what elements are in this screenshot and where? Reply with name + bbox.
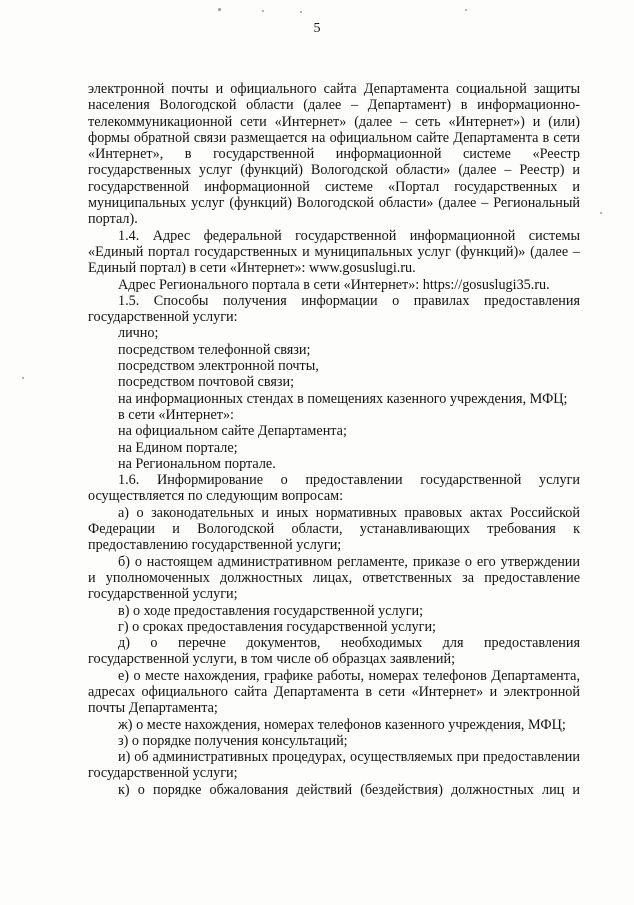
list-item: на официальном сайте Департамента;: [118, 423, 347, 440]
scan-speck: [465, 9, 467, 11]
list-item: в) о ходе предоставления государственной услуги;: [118, 602, 424, 619]
list-item: в сети «Интернет»:: [118, 406, 235, 423]
paragraph: и) об административных процедурах, осуществляемых при предоставлении государственной услуги;: [88, 749, 580, 782]
list-item: на информационных стендах в помещениях казенного учреждения, МФЦ;: [118, 390, 568, 407]
scan-speck: [600, 212, 602, 214]
list-item: на Едином портале;: [118, 439, 238, 456]
list-item: Адрес Регионального портала в сети «Интернет»: https://gosuslugi35.ru.: [118, 276, 550, 293]
document-body: [88, 81, 580, 798]
paragraph: 1.5. Способы получения информации о правилах предоставления государственной услуги:: [88, 292, 580, 326]
scan-speck: [262, 10, 264, 12]
scan-speck: [300, 11, 302, 13]
paragraph: д) о перечне документов, необходимых для предоставления государственной услуги, в том числе об образцах заявлений;: [88, 635, 580, 668]
list-item: ж) о месте нахождения, номерах телефонов казенного учреждения, МФЦ;: [118, 716, 566, 733]
scan-speck: [218, 8, 221, 11]
list-item: лично;: [118, 325, 159, 342]
paragraph: электронной почты и официального сайта Департамента социальной защиты населения Вологодской области (далее – Департамент) в информационно-телекоммуникационной сети «Интернет» (далее – сеть «Интернет») и (или) формы обратной связи размещается на официальном сайте Департамента в сети «Интернет», в государственной информационной системе «Реестр государственных услуг (функций) Вологодской области» (далее – Реестр) и государственной информационной системе «Портал государственных и муниципальных услуг (функций) Вологодской области» (далее – Региональный портал).: [88, 81, 580, 228]
list-item: посредством электронной почты,: [118, 358, 319, 375]
paragraph: 1.4. Адрес федеральной государственной информационной системы «Единый портал государственных и муниципальных услуг (функций)» (далее – Единый портал) в сети «Интернет»: www.gosuslugi.ru.: [88, 227, 580, 277]
list-item: з) о порядке получения консультаций;: [118, 732, 348, 749]
list-item: г) о сроках предоставления государственной услуги;: [118, 618, 436, 635]
paragraph: а) о законодательных и иных нормативных правовых актах Российской Федерации и Вологодской области, устанавливающих требования к предоставлению государственной услуги;: [88, 504, 580, 554]
paragraph: к) о порядке обжалования действий (бездействия) должностных лиц и: [118, 781, 580, 798]
paragraph: 1.6. Информирование о предоставлении государственной услуги осуществляется по следующим вопросам:: [88, 472, 580, 505]
paragraph: е) о месте нахождения, графике работы, номерах телефонов Департамента, адресах официального сайта Департамента в сети «Интернет» и электронной почты Департамента;: [88, 667, 580, 717]
scan-speck: [22, 377, 24, 379]
paragraph: б) о настоящем административном регламенте, приказе о его утверждении и уполномоченных должностных лицах, ответственных за предоставление государственной услуги;: [88, 553, 580, 603]
list-item: на Региональном портале.: [118, 455, 276, 472]
list-item: посредством почтовой связи;: [118, 374, 295, 391]
list-item: посредством телефонной связи;: [118, 341, 311, 358]
page-number: 5: [313, 21, 321, 36]
